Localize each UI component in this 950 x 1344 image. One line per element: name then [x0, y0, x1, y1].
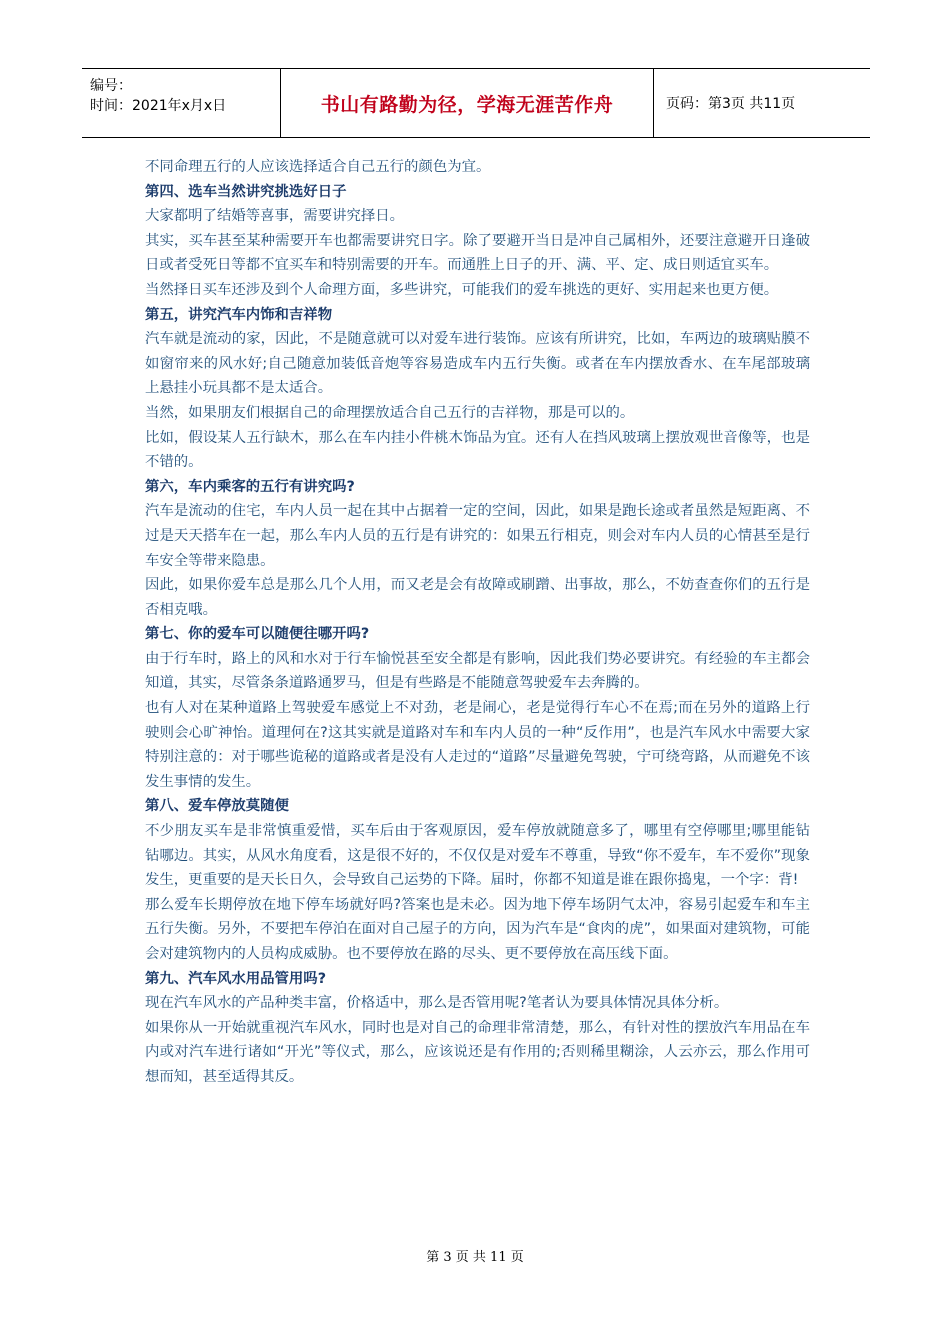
- paragraph: 大家都明了结婚等喜事，需要讲究择日。: [145, 208, 405, 225]
- section-heading: 第七、你的爱车可以随便往哪开吗?: [145, 626, 370, 643]
- number-label: 编号：: [90, 78, 132, 94]
- paragraph: 当然，如果朋友们根据自己的命理摆放适合自己五行的吉祥物，那是可以的。: [145, 404, 635, 421]
- header-page-cell: [654, 69, 870, 137]
- section-heading: 第八、爱车停放莫随便: [145, 798, 289, 815]
- section-heading: 第九、汽车风水用品管用吗?: [145, 970, 327, 987]
- section-heading: 第五，讲究汽车内饰和吉祥物: [145, 306, 333, 323]
- paragraph: 其实，买车甚至某种需要开车也都需要讲究日字。除了要避开当日是冲自己属相外，还要注意避开日逢破日或者受死日等都不宜买车和特别需要的开车。而通胜上日子的开、满、平、定、成日则适宜买车。: [145, 232, 810, 274]
- paragraph: 汽车就是流动的家，因此，不是随意就可以对爱车进行装饰。应该有所讲究，比如，车两边的玻璃贴膜不如窗帘来的风水好;自己随意加装低音炮等容易造成车内五行失衡。或者在车内摆放香水、在车尾部玻璃上悬挂小玩具都不是太适合。: [145, 331, 810, 397]
- section-heading: 第四、选车当然讲究挑选好日子: [145, 183, 347, 200]
- paragraph: 也有人对在某种道路上驾驶爱车感觉上不对劲，老是闹心，老是觉得行车心不在焉;而在另外的道路上行驶则会心旷神怡。道理何在?这其实就是道路对车和车内人员的一种“反作用”，也是汽车风水中需要大家特别注意的：对于哪些诡秘的道路或者是没有人走过的“道路”尽量避免驾驶，宁可绕弯路，从而避免不该发生事情的发生。: [145, 700, 810, 790]
- date-label: 时间：2021年x月x日: [90, 98, 227, 114]
- page-header: [82, 68, 870, 138]
- paragraph: 汽车是流动的住宅，车内人员一起在其中占据着一定的空间，因此，如果是跑长途或者虽然是短距离、不过是天天搭车在一起，那么车内人员的五行是有讲究的：如果五行相克，则会对车内人员的心情甚至是行车安全等带来隐患。: [145, 503, 810, 569]
- section-heading: 第六，车内乘客的五行有讲究吗?: [145, 478, 355, 495]
- motto: 书山有路勤为径，学海无涯苦作舟: [320, 93, 614, 116]
- paragraph: 由于行车时，路上的风和水对于行车愉悦甚至安全都是有影响，因此我们势必要讲究。有经验的车主都会知道，其实，尽管条条道路通罗马，但是有些路是不能随意驾驶爱车去奔腾的。: [145, 650, 810, 692]
- paragraph: 不少朋友买车是非常慎重爱惜，买车后由于客观原因，爱车停放就随意多了，哪里有空停哪里;哪里能钻钻哪边。其实，从风水角度看，这是很不好的，不仅仅是对爱车不尊重，导致“你不爱车，车不爱你”现象发生，更重要的是天长日久，会导致自己运势的下降。届时，你都不知道是谁在跟你捣鬼，一个字：背!: [145, 823, 810, 889]
- paragraph: 如果你从一开始就重视汽车风水，同时也是对自己的命理非常清楚，那么，有针对性的摆放汽车用品在车内或对汽车进行诸如“开光”等仪式，那么，应该说还是有作用的;否则稀里糊涂，人云亦云，那么作用可想而知，甚至适得其反。: [145, 1019, 810, 1085]
- paragraph: 不同命理五行的人应该选择适合自己五行的颜色为宜。: [145, 159, 491, 175]
- header-meta: [82, 69, 280, 137]
- header-motto-cell: [280, 69, 654, 137]
- paragraph: 因此，如果你爱车总是那么几个人用，而又老是会有故障或刷蹭、出事故，那么，不妨查查你们的五行是否相克哦。: [145, 577, 810, 618]
- paragraph: 当然择日买车还涉及到个人命理方面，多些讲究，可能我们的爱车挑选的更好、实用起来也更方便。: [145, 281, 779, 298]
- paragraph: 现在汽车风水的产品种类丰富，价格适中，那么是否管用呢?笔者认为要具体情况具体分析。: [145, 995, 729, 1012]
- page-info: 页码：第3页 共11页: [666, 96, 796, 112]
- paragraph: 那么爱车长期停放在地下停车场就好吗?答案也是未必。因为地下停车场阴气太冲，容易引起爱车和车主五行失衡。另外，不要把车停泊在面对自己屋子的方向，因为汽车是“食肉的虎”，如果面对建筑物，可能会对建筑物内的人员构成威胁。也不要停放在路的尽头、更不要停放在高压线下面。: [145, 896, 810, 962]
- paragraph: 比如，假设某人五行缺木，那么在车内挂小件桃木饰品为宜。还有人在挡风玻璃上摆放观世音像等，也是不错的。: [145, 429, 810, 471]
- document-body: [145, 155, 810, 1090]
- page-footer: 第 3 页 共 11 页: [426, 1250, 524, 1265]
